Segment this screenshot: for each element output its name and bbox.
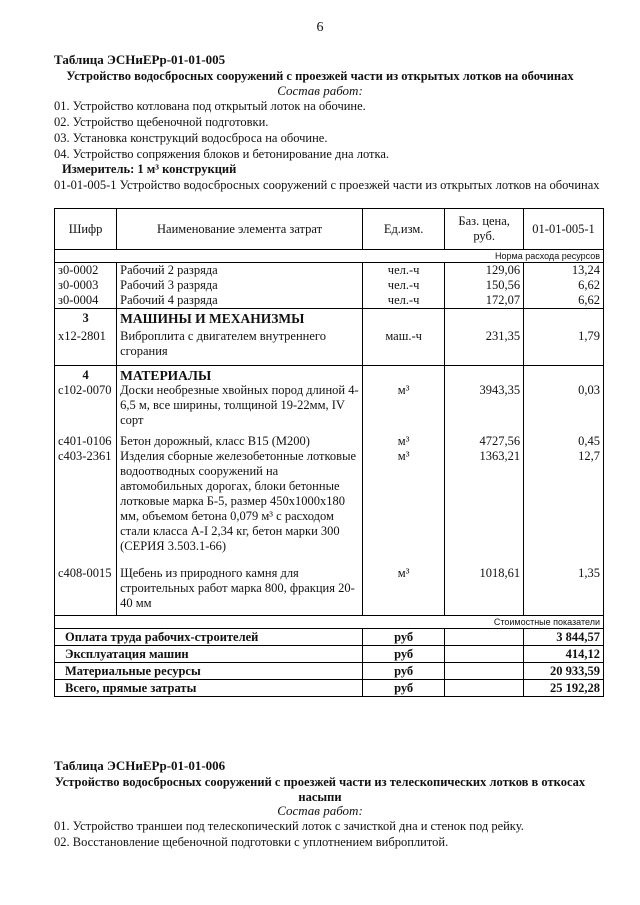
measure-unit: Измеритель: 1 м³ конструкций [62, 162, 237, 176]
total-row [55, 663, 604, 680]
work-item: 02. Восстановление щебеночной подготовки с уплотнением виброплитой. [54, 835, 449, 849]
row-code: з0-0002 [55, 263, 117, 279]
row-unit: чел.-ч [363, 278, 445, 293]
row-price: 1018,61 [445, 566, 524, 616]
row-unit: м³ [363, 449, 445, 566]
row-name: Доски необрезные хвойных пород длиной 4-6,5 м, все ширины, толщиной 19-22мм, IV сорт [117, 383, 363, 434]
resource-table [54, 208, 604, 697]
row-unit: чел.-ч [363, 263, 445, 279]
row-unit: м³ [363, 434, 445, 449]
row-code: с401-0106 [55, 434, 117, 449]
total-unit: руб [363, 663, 445, 680]
row-code: з0-0004 [55, 293, 117, 309]
total-unit: руб [363, 629, 445, 646]
row-name: Щебень из природного камня для строительных работ марка 800, фракция 20-40 мм [117, 566, 363, 616]
row-price: 150,56 [445, 278, 524, 293]
work-item: 02. Устройство щебеночной подготовки. [54, 115, 269, 129]
section-title: МАШИНЫ И МЕХАНИЗМЫ [117, 309, 363, 327]
table2-sostav-label: Состав работ: [277, 803, 363, 818]
row-norm: 0,03 [524, 383, 604, 434]
total-unit: руб [363, 646, 445, 663]
row-name: Виброплита с двигателем внутреннего сгорания [117, 326, 363, 366]
row-name: Рабочий 2 разряда [117, 263, 363, 279]
row-price: 3943,35 [445, 383, 524, 434]
total-value: 20 933,59 [524, 663, 604, 680]
row-norm: 1,35 [524, 566, 604, 616]
cost-note: Стоимостные показатели [55, 616, 604, 629]
section-title: МАТЕРИАЛЫ [117, 366, 363, 384]
table-header-row [55, 209, 604, 250]
total-row [55, 629, 604, 646]
total-row [55, 646, 604, 663]
row-code: с408-0015 [55, 566, 117, 616]
row-unit: м³ [363, 383, 445, 434]
total-value: 25 192,28 [524, 680, 604, 697]
row-code: с102-0070 [55, 383, 117, 434]
row-unit: м³ [363, 566, 445, 616]
total-unit: руб [363, 680, 445, 697]
header-unit: Ед.изм. [363, 209, 445, 250]
header-price: Баз. цена, руб. [445, 209, 524, 250]
cost-note-row [55, 616, 604, 629]
table2-subtitle: Устройство водосбросных сооружений с проезжей части из телескопических лотков в откосах насыпи [54, 775, 586, 804]
section-number: 4 [55, 366, 117, 384]
table2-title: Таблица ЭСНиЕРр-01-01-006 [54, 758, 226, 773]
table1-title: Таблица ЭСНиЕРр-01-01-005 [54, 52, 226, 67]
rate-code-line: 01-01-005-1 Устройство водосбросных сооружений с проезжей части из открытых лотков на обочинах [54, 178, 600, 192]
section-header-row [55, 366, 604, 384]
total-name: Материальные ресурсы [55, 663, 363, 680]
header-norm: 01-01-005-1 [524, 209, 604, 250]
row-code: х12-2801 [55, 326, 117, 366]
work-item: 03. Установка конструкций водосброса на обочине. [54, 131, 328, 145]
norm-note-row [55, 250, 604, 263]
row-norm: 0,45 [524, 434, 604, 449]
row-price: 129,06 [445, 263, 524, 279]
row-name: Изделия сборные железобетонные лотковые водоотводных сооружений на автомобильных дорогах, блоки бетонные лотковые марка Б-5, размер 450х1000х180 мм, объемом бетона 0,079 м³ с расходом стали класса А-I 2,34 кг, бетон марки 300 (СЕРИЯ 3.503.1-66) [117, 449, 363, 566]
row-price: 231,35 [445, 326, 524, 366]
header-code: Шифр [55, 209, 117, 250]
norm-note: Норма расхода ресурсов [55, 250, 604, 263]
work-item: 04. Устройство сопряжения блоков и бетонирование дна лотка. [54, 147, 390, 161]
table-row [55, 278, 604, 293]
row-norm: 13,24 [524, 263, 604, 279]
total-name: Всего, прямые затраты [55, 680, 363, 697]
row-norm: 1,79 [524, 326, 604, 366]
total-row [55, 680, 604, 697]
table1-subtitle: Устройство водосбросных сооружений с проезжей части из открытых лотков на обочинах [66, 69, 574, 83]
work-item: 01. Устройство котлована под открытый лоток на обочине. [54, 99, 366, 113]
row-price: 172,07 [445, 293, 524, 309]
row-code: с403-2361 [55, 449, 117, 566]
table-row [55, 566, 604, 616]
row-norm: 6,62 [524, 278, 604, 293]
row-name: Бетон дорожный, класс В15 (М200) [117, 434, 363, 449]
row-price: 4727,56 [445, 434, 524, 449]
table-row [55, 449, 604, 566]
table-row [55, 326, 604, 366]
total-name: Оплата труда рабочих-строителей [55, 629, 363, 646]
total-value: 414,12 [524, 646, 604, 663]
total-name: Эксплуатация машин [55, 646, 363, 663]
row-unit: маш.-ч [363, 326, 445, 366]
work-item: 01. Устройство траншеи под телескопический лоток с зачисткой дна и стенок под рейку. [54, 819, 524, 833]
section-header-row [55, 309, 604, 327]
row-price: 1363,21 [445, 449, 524, 566]
row-name: Рабочий 4 разряда [117, 293, 363, 309]
table-row [55, 293, 604, 309]
table-row [55, 383, 604, 434]
row-norm: 6,62 [524, 293, 604, 309]
table-row [55, 434, 604, 449]
row-code: з0-0003 [55, 278, 117, 293]
table-row [55, 263, 604, 279]
table1-sostav-label: Состав работ: [277, 83, 363, 98]
total-value: 3 844,57 [524, 629, 604, 646]
row-name: Рабочий 3 разряда [117, 278, 363, 293]
row-unit: чел.-ч [363, 293, 445, 309]
row-norm: 12,7 [524, 449, 604, 566]
page-number: 6 [316, 20, 324, 35]
section-number: 3 [55, 309, 117, 327]
header-name: Наименование элемента затрат [117, 209, 363, 250]
